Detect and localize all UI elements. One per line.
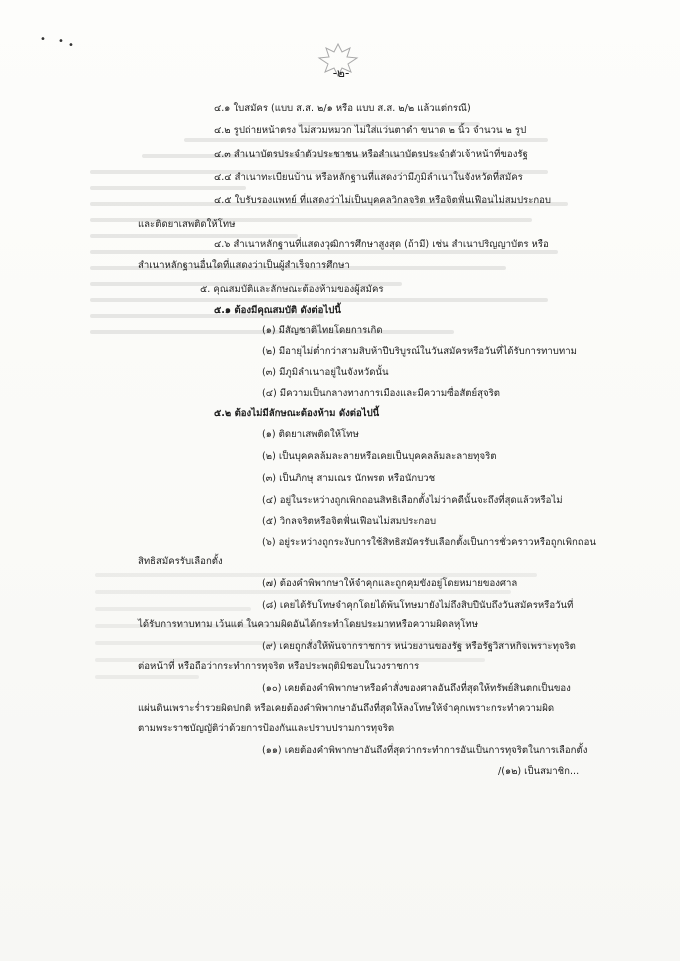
qualification-item: (๔) มีความเป็นกลางทางการเมืองและมีความซื่อสัตย์สุจริต [262, 388, 501, 399]
prohibition-item: (๙) เคยถูกสั่งให้พ้นจากราชการ หน่วยงานของรัฐ หรือรัฐวิสาหกิจเพราะทุจริต [262, 641, 576, 652]
prohibition-item-continued: แผ่นดินเพราะร่ำรวยผิดปกติ หรือเคยต้องคำพิพากษาอันถึงที่สุดให้ลงโทษให้จำคุกเพราะกระทำความผิด [138, 703, 555, 714]
prohibition-item: (๗) ต้องคำพิพากษาให้จำคุกและถูกคุมขังอยู่โดยหมายของศาล [262, 578, 518, 589]
qualification-item: (๑) มีสัญชาติไทยโดยการเกิด [262, 325, 383, 336]
prohibition-item: (๓) เป็นภิกษุ สามเณร นักพรต หรือนักบวช [262, 473, 436, 484]
prohibition-item: (๑๐) เคยต้องคำพิพากษาหรือคำสั่งของศาลอันถึงที่สุดให้ทรัพย์สินตกเป็นของ [262, 683, 571, 694]
doc-item: ๔.๓ สำเนาบัตรประจำตัวประชาชน หรือสำเนาบัตรประจำตัวเจ้าหน้าที่ของรัฐ [214, 149, 528, 160]
doc-item-continued: และติดยาเสพติดให้โทษ [138, 219, 236, 230]
prohibition-item-continued: ได้รับการทาบทาม เว้นแต่ ในความผิดอันได้กระทำโดยประมาทหรือความผิดลหุโทษ [138, 619, 479, 630]
prohibition-item: (๕) วิกลจริตหรือจิตฟั่นเฟือนไม่สมประกอบ [262, 516, 437, 527]
scan-speck: • [58, 36, 64, 47]
prohibition-item: (๔) อยู่ในระหว่างถูกเพิกถอนสิทธิเลือกตั้งไม่ว่าคดีนั้นจะถึงที่สุดแล้วหรือไม่ [262, 495, 563, 506]
section-heading: ๕. คุณสมบัติและลักษณะต้องห้ามของผู้สมัคร [200, 284, 384, 295]
doc-item-continued: สำเนาหลักฐานอื่นใดที่แสดงว่าเป็นผู้สำเร็จการศึกษา [138, 260, 350, 271]
qualification-item: (๒) มีอายุไม่ต่ำกว่าสามสิบห้าปีบริบูรณ์ในวันสมัครหรือวันที่ได้รับการทาบทาม [262, 346, 577, 357]
doc-item: ๔.๒ รูปถ่ายหน้าตรง ไม่สวมหมวก ไม่ใส่แว่นตาดำ ขนาด ๒ นิ้ว จำนวน ๒ รูป [214, 125, 527, 136]
prohibition-item: (๖) อยู่ระหว่างถูกระงับการใช้สิทธิสมัครรับเลือกตั้งเป็นการชั่วคราวหรือถูกเพิกถอน [262, 537, 596, 548]
subsection-heading: ๕.๑ ต้องมีคุณสมบัติ ดังต่อไปนี้ [214, 305, 341, 316]
doc-item: ๔.๑ ใบสมัคร (แบบ ส.ส. ๒/๑ หรือ แบบ ส.ส. ๒/๒ แล้วแต่กรณี) [214, 103, 471, 114]
qualification-item: (๓) มีภูมิลำเนาอยู่ในจังหวัดนั้น [262, 367, 389, 378]
prohibition-item: (๒) เป็นบุคคลล้มละลายหรือเคยเป็นบุคคลล้มละลายทุจริต [262, 451, 497, 462]
prohibition-item: (๑) ติดยาเสพติดให้โทษ [262, 429, 359, 440]
subsection-heading: ๕.๒ ต้องไม่มีลักษณะต้องห้าม ดังต่อไปนี้ [214, 408, 380, 419]
prohibition-item-continued: สิทธิสมัครรับเลือกตั้ง [138, 556, 223, 567]
prohibition-item-continued: ต่อหน้าที่ หรือถือว่ากระทำการทุจริต หรือประพฤติมิชอบในวงราชการ [138, 661, 420, 672]
page-number: -๒- [332, 66, 350, 80]
prohibition-item: (๘) เคยได้รับโทษจำคุกโดยได้พ้นโทษมายังไม่ถึงสิบปีนับถึงวันสมัครหรือวันที่ [262, 600, 574, 611]
doc-item: ๔.๕ ใบรับรองแพทย์ ที่แสดงว่าไม่เป็นบุคคลวิกลจริต หรือจิตฟั่นเฟือนไม่สมประกอบ [214, 195, 552, 206]
scan-speck: • [68, 40, 74, 51]
prohibition-item: (๑๑) เคยต้องคำพิพากษาอันถึงที่สุดว่ากระทำการอันเป็นการทุจริตในการเลือกตั้ง [262, 745, 588, 756]
doc-item: ๔.๔ สำเนาทะเบียนบ้าน หรือหลักฐานที่แสดงว่ามีภูมิลำเนาในจังหวัดที่สมัคร [214, 172, 523, 183]
doc-item: ๔.๖ สำเนาหลักฐานที่แสดงวุฒิการศึกษาสูงสุด (ถ้ามี) เช่น สำเนาปริญญาบัตร หรือ [214, 239, 549, 250]
continued-marker: /(๑๒) เป็นสมาชิก... [498, 766, 580, 777]
prohibition-item-continued: ตามพระราชบัญญัติว่าด้วยการป้องกันและปราบปรามการทุจริต [138, 723, 395, 734]
scan-speck: • [40, 34, 46, 45]
